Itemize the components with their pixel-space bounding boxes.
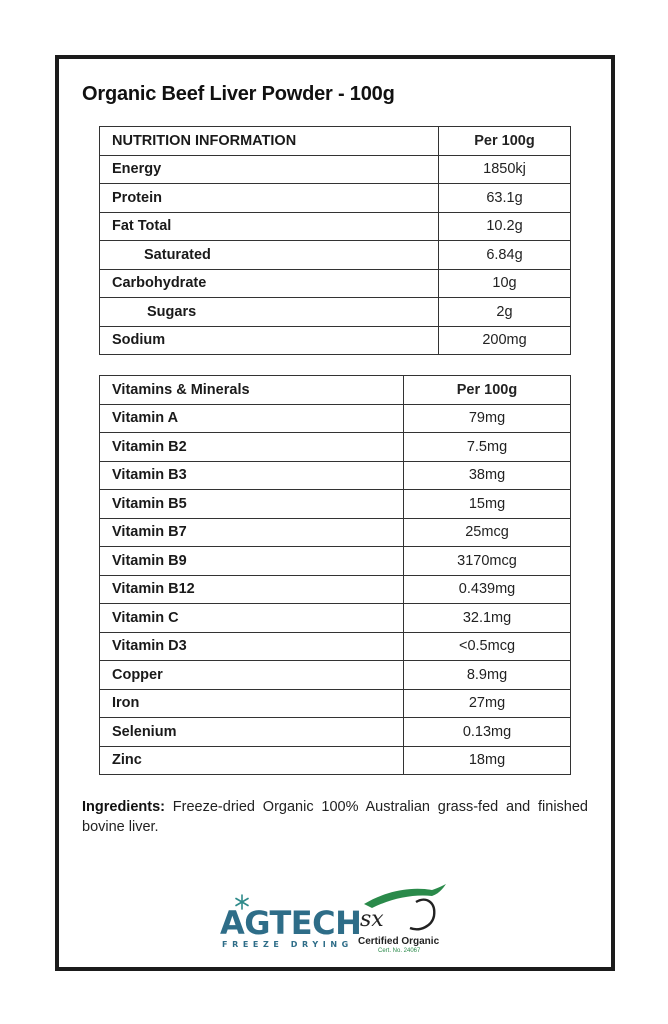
vitamin-name: Vitamin B3 — [100, 461, 404, 490]
table-row — [100, 326, 571, 355]
table-row — [100, 718, 571, 747]
vitamin-name: Vitamin D3 — [100, 632, 404, 661]
table-row — [100, 404, 571, 433]
certified-organic-logo-icon — [354, 882, 450, 938]
ingredients-text — [82, 797, 588, 837]
nutrition-table — [99, 126, 571, 355]
product-title: Organic Beef Liver Powder - 100g — [82, 83, 395, 105]
vitamin-value: 32.1mg — [404, 604, 571, 633]
table-row — [100, 746, 571, 775]
ingredients-body: Freeze-dried Organic 100% Australian grass-fed and finished bovine liver. — [82, 799, 588, 835]
vitamin-value: 7.5mg — [404, 433, 571, 462]
table-row — [100, 269, 571, 298]
vitamin-value: <0.5mcg — [404, 632, 571, 661]
ingredients-label: Ingredients: — [82, 799, 165, 815]
nutrient-value: 10g — [439, 269, 571, 298]
vitamin-value: 79mg — [404, 404, 571, 433]
agtech-logo-text: AGTECH — [220, 904, 362, 942]
header-name: Vitamins & Minerals — [100, 376, 404, 405]
vitamin-name: Vitamin B7 — [100, 518, 404, 547]
vitamin-name: Iron — [100, 689, 404, 718]
header-value: Per 100g — [439, 127, 571, 156]
table-header-row — [100, 376, 571, 405]
table-row — [100, 241, 571, 270]
certified-organic-label: Certified Organic — [358, 936, 440, 947]
nutrient-name: Sodium — [100, 326, 439, 355]
vitamin-name: Zinc — [100, 746, 404, 775]
nutrient-name: Sugars — [100, 298, 439, 327]
vitamin-name: Vitamin B5 — [100, 490, 404, 519]
vitamin-value: 3170mcg — [404, 547, 571, 576]
agtech-logo-subtitle: FREEZE DRYING — [222, 940, 353, 949]
vitamin-name: Vitamin A — [100, 404, 404, 433]
nutrient-value: 10.2g — [439, 212, 571, 241]
table-row — [100, 689, 571, 718]
vitamin-value: 15mg — [404, 490, 571, 519]
logos — [220, 878, 450, 958]
vitamins-table — [99, 375, 571, 775]
vitamin-name: Selenium — [100, 718, 404, 747]
table-row — [100, 461, 571, 490]
cert-number: Cert. No. 24067 — [378, 948, 421, 954]
table-row — [100, 155, 571, 184]
vitamin-name: Vitamin B9 — [100, 547, 404, 576]
table-row — [100, 298, 571, 327]
vitamin-value: 25mcg — [404, 518, 571, 547]
table-row — [100, 575, 571, 604]
table-row — [100, 184, 571, 213]
vitamin-value: 8.9mg — [404, 661, 571, 690]
nutrient-value: 6.84g — [439, 241, 571, 270]
table-row — [100, 433, 571, 462]
table-row — [100, 547, 571, 576]
vitamin-value: 18mg — [404, 746, 571, 775]
table-header-row — [100, 127, 571, 156]
nutrient-name: Saturated — [100, 241, 439, 270]
vitamin-value: 0.13mg — [404, 718, 571, 747]
vitamin-name: Vitamin C — [100, 604, 404, 633]
vitamin-value: 0.439mg — [404, 575, 571, 604]
header-value: Per 100g — [404, 376, 571, 405]
vitamin-value: 27mg — [404, 689, 571, 718]
table-row — [100, 632, 571, 661]
header-name: NUTRITION INFORMATION — [100, 127, 439, 156]
nutrient-name: Protein — [100, 184, 439, 213]
vitamin-value: 38mg — [404, 461, 571, 490]
nutrient-name: Fat Total — [100, 212, 439, 241]
table-row — [100, 518, 571, 547]
table-row — [100, 604, 571, 633]
svg-text:sx: sx — [360, 907, 384, 932]
nutrient-name: Energy — [100, 155, 439, 184]
nutrient-value: 200mg — [439, 326, 571, 355]
table-row — [100, 490, 571, 519]
vitamin-name: Copper — [100, 661, 404, 690]
table-row — [100, 212, 571, 241]
vitamin-name: Vitamin B2 — [100, 433, 404, 462]
vitamin-name: Vitamin B12 — [100, 575, 404, 604]
nutrient-value: 1850kj — [439, 155, 571, 184]
table-row — [100, 661, 571, 690]
nutrient-name: Carbohydrate — [100, 269, 439, 298]
nutrient-value: 63.1g — [439, 184, 571, 213]
nutrient-value: 2g — [439, 298, 571, 327]
